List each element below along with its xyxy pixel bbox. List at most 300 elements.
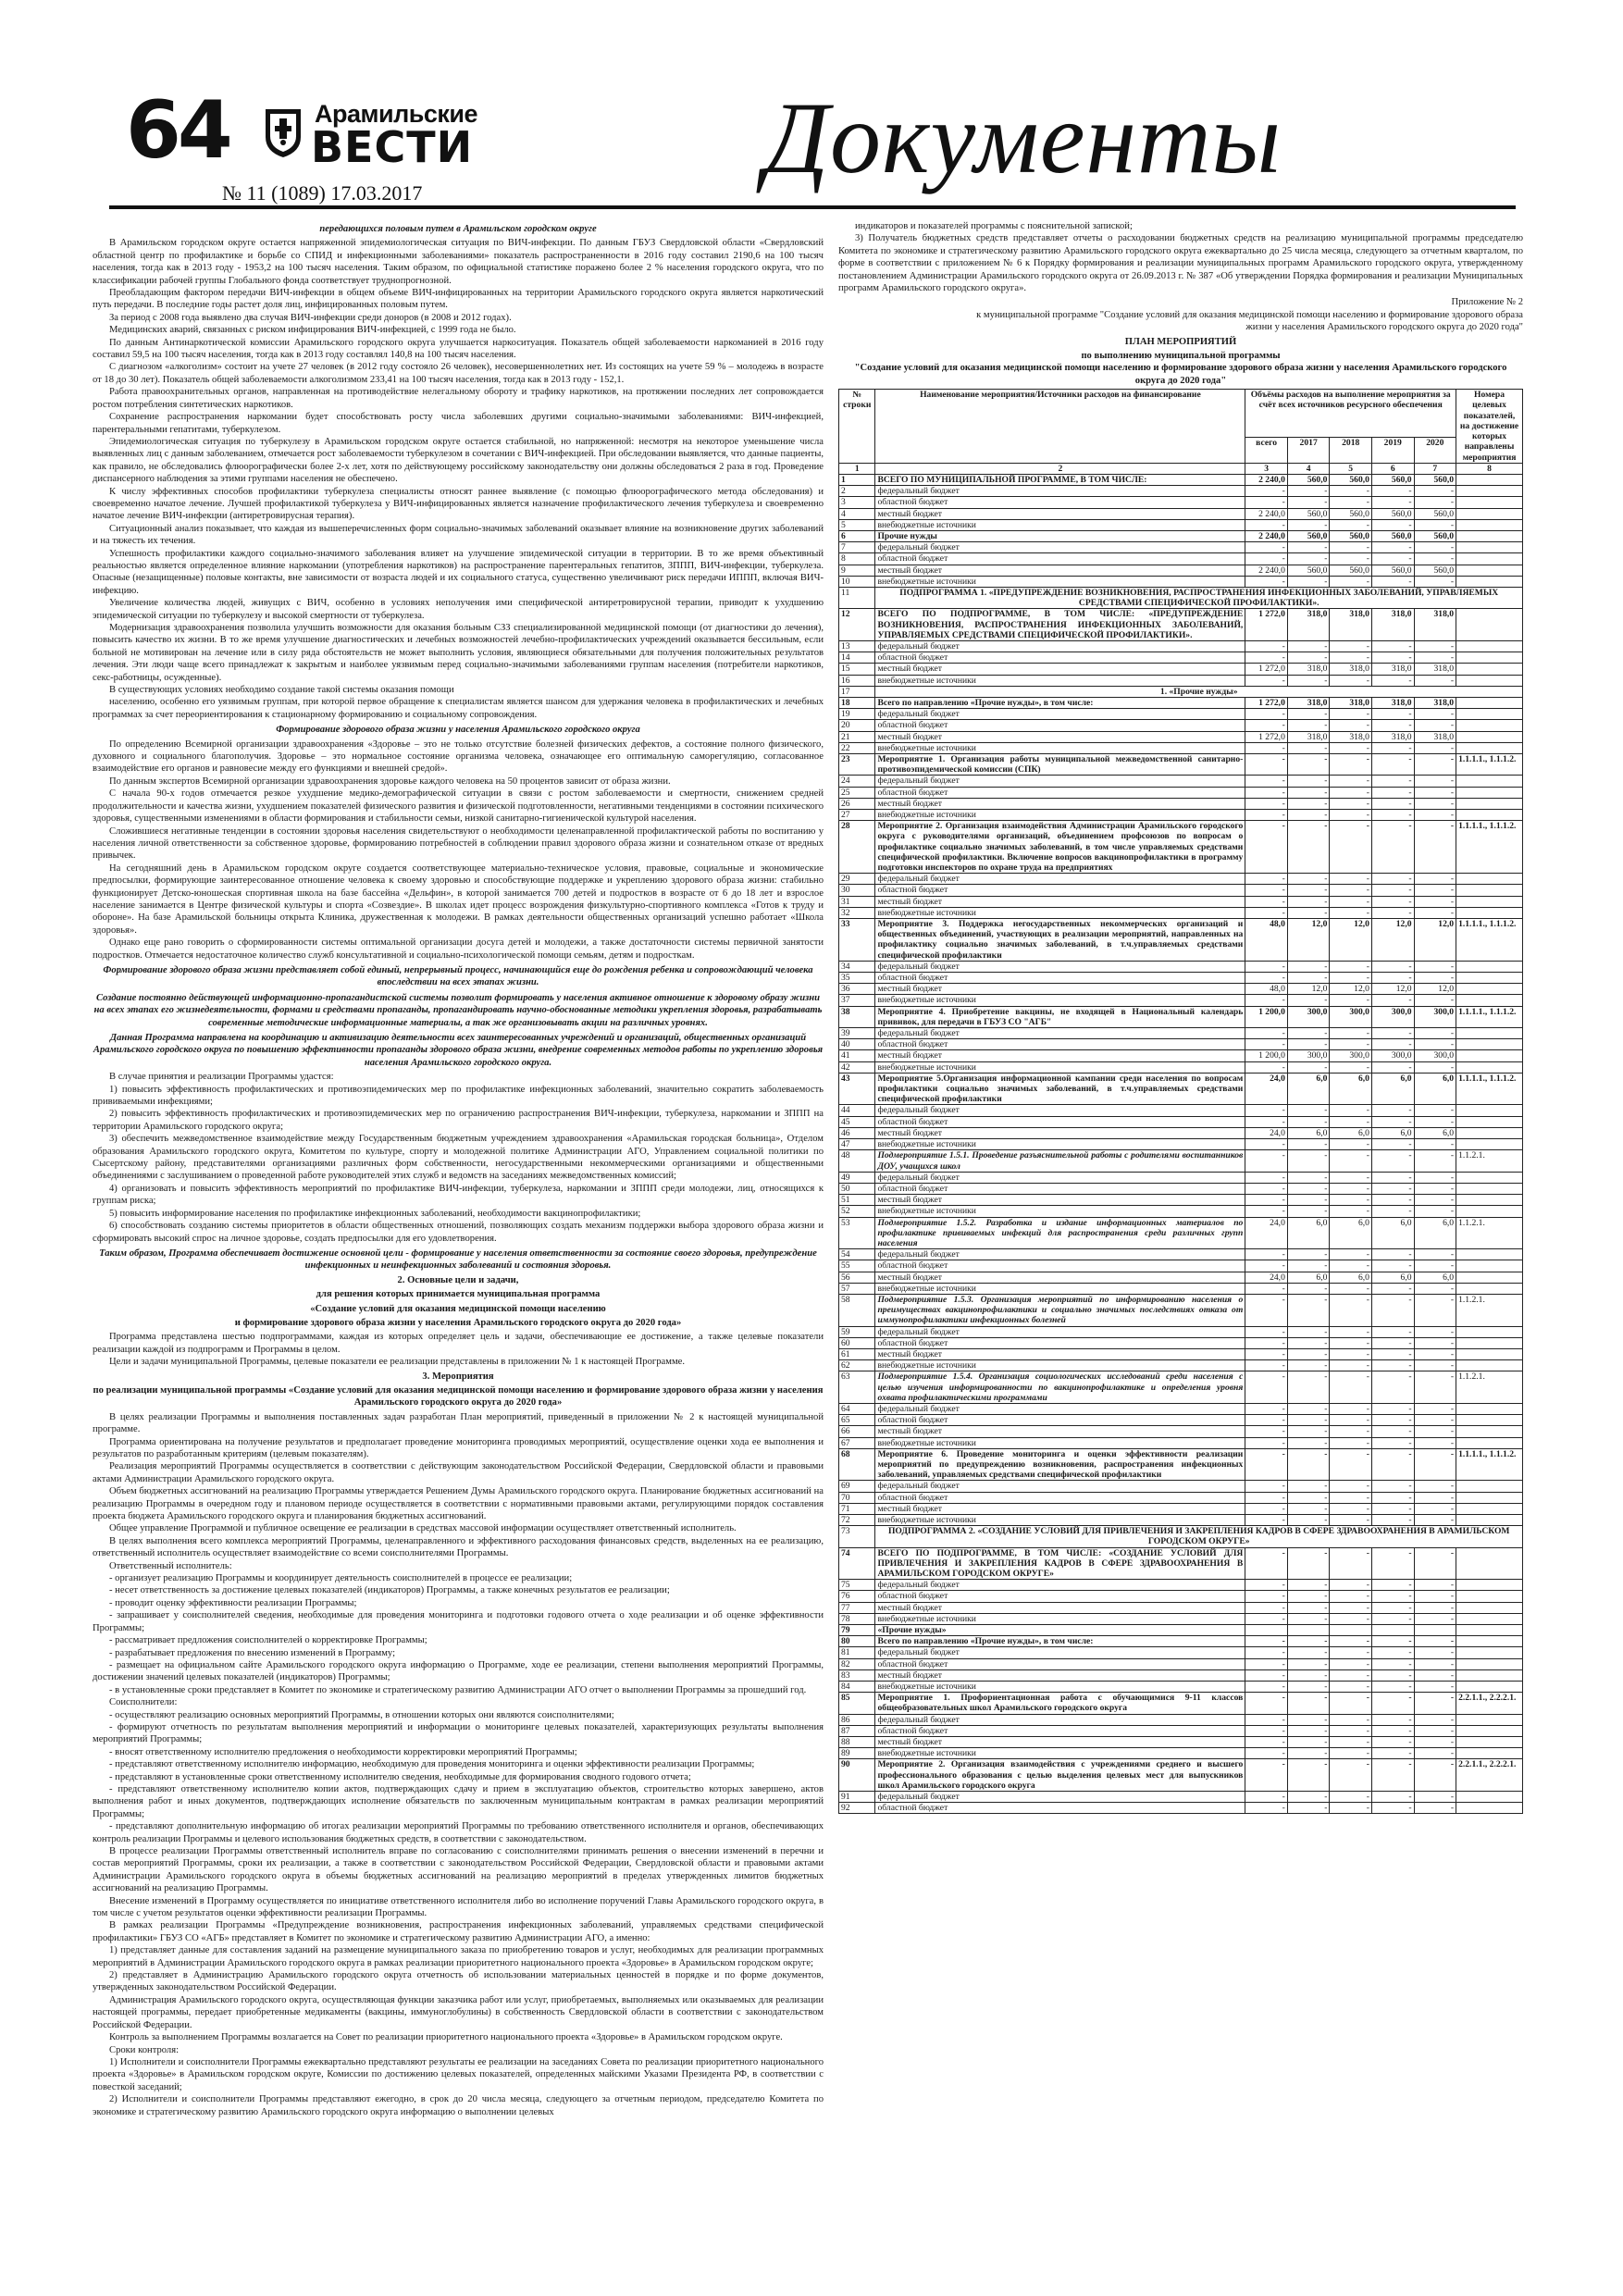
row-value: - (1245, 1492, 1288, 1503)
table-row (839, 798, 1523, 809)
row-value: - (1414, 1039, 1456, 1050)
row-value: - (1371, 1669, 1414, 1681)
row-value: - (1330, 742, 1372, 753)
row-value: - (1414, 542, 1456, 553)
row-number: 65 (839, 1415, 875, 1426)
row-value: - (1414, 1602, 1456, 1613)
paragraph: 2) представляет в Администрацию Арамильского городского округа отчетность об использовании материальных ценностей в порядке и по форме документов, утвержденных законодательством Российской Федерации. (93, 1970, 824, 1993)
row-target: 1.1.2.1. (1456, 1371, 1523, 1404)
row-value: - (1414, 874, 1456, 885)
row-value: - (1330, 640, 1372, 652)
row-number: 60 (839, 1337, 875, 1348)
row-value: - (1287, 1658, 1330, 1669)
table-row (839, 1195, 1523, 1206)
row-number: 41 (839, 1050, 875, 1061)
row-number: 37 (839, 995, 875, 1006)
row-target (1456, 1748, 1523, 1759)
table-row (839, 919, 1523, 962)
paragraph: С начала 90-х годов отмечается резкое ухудшение медико-демографической ситуации в связи с ростом заболеваемости и смертности, снижением средней продолжительности и качества жизни, ухудшением показателей физического развития и физической подготовленности, негативными тенденциями в состоянии психического здоровья, существенными изменениями в области формирования и стабильности семьи, низкой санитарно-гигиенической культурой населения. (93, 788, 824, 825)
row-target (1456, 810, 1523, 821)
row-value: - (1245, 1337, 1288, 1348)
appendix-label: Приложение № 2 (1451, 297, 1523, 308)
row-name: Подмероприятие 1.5.1. Проведение разъяснительной работы с родителями воспитанников ДОУ, учащихся школ (875, 1150, 1245, 1172)
row-target: 1.1.1.1., 1.1.1.2. (1456, 919, 1523, 962)
row-value: 560,0 (1371, 530, 1414, 541)
row-value: - (1287, 1613, 1330, 1624)
row-name: местный бюджет (875, 565, 1245, 576)
paragraph: - проводит оценку эффективности реализации Программы; (109, 1597, 357, 1608)
row-target: 1.1.2.1. (1456, 1150, 1523, 1172)
row-value: - (1330, 652, 1372, 664)
row-value: - (1371, 1759, 1414, 1792)
row-value: - (1371, 1682, 1414, 1693)
table-row (839, 1725, 1523, 1736)
row-value: - (1371, 1206, 1414, 1217)
row-value: 1 272,0 (1245, 609, 1288, 641)
row-value: - (1371, 1602, 1414, 1613)
row-value: - (1371, 1725, 1414, 1736)
paragraph: Медицинских аварий, связанных с риском инфицирования ВИЧ-инфекцией, с 1999 года не было. (109, 325, 516, 336)
row-name: местный бюджет (875, 1127, 1245, 1138)
row-value: 318,0 (1371, 664, 1414, 675)
row-name: федеральный бюджет (875, 1172, 1245, 1183)
row-target: 1.1.1.1., 1.1.1.2. (1456, 1006, 1523, 1027)
row-name: областной бюджет (875, 1337, 1245, 1348)
row-name: местный бюджет (875, 1503, 1245, 1514)
row-value: - (1245, 553, 1288, 565)
table-row (839, 519, 1523, 530)
col-index-6: 6 (1371, 463, 1414, 474)
row-value: - (1245, 1669, 1288, 1681)
row-value: - (1330, 1260, 1372, 1272)
row-name: федеральный бюджет (875, 486, 1245, 497)
brand-top: Арамильские (315, 100, 477, 128)
row-value: 48,0 (1245, 919, 1288, 962)
row-target (1456, 1337, 1523, 1348)
row-value: - (1287, 961, 1330, 972)
row-value (1414, 1625, 1456, 1636)
paragraph: К числу эффективных способов профилактики туберкулеза специалисты относят раннее выявление (с помощью флюорографического метода обследования) и своевременно начатое лечение. Лучшей профилактикой туберкулеза у ВИЧ-инфицированных является назначение профилактического лечения туберкулеза и своевременно начатое лечение ВИЧ-инфекции (антиретровирусная терапия). (93, 486, 824, 522)
row-value: - (1245, 810, 1288, 821)
row-value: - (1245, 995, 1288, 1006)
plan-title: ПЛАН МЕРОПРИЯТИЙ (1124, 336, 1237, 347)
row-value: - (1330, 1116, 1372, 1127)
row-name: областной бюджет (875, 885, 1245, 896)
row-value: 318,0 (1330, 697, 1372, 708)
table-row (839, 587, 1523, 608)
row-value: - (1414, 810, 1456, 821)
row-value: - (1371, 1260, 1414, 1272)
row-target (1456, 1613, 1523, 1624)
row-value: - (1371, 486, 1414, 497)
row-number: 90 (839, 1759, 875, 1792)
table-row (839, 1039, 1523, 1050)
row-value: 560,0 (1287, 508, 1330, 519)
row-number: 9 (839, 565, 875, 576)
paragraph: С диагнозом «алкоголизм» состоит на учете 27 человек (в 2012 году состояло 26 человек), несовершеннолетних нет. Из состоящих на учете 59 % – молодежь в возрасте от 18 до 30 лет). Показатель общей заболеваемости алкоголизмом 233,41 на 100 тысяч населения, тогда как в 2013 году - 152,1. (93, 362, 824, 385)
header-rule (109, 205, 1516, 209)
row-value: - (1371, 1547, 1414, 1580)
row-value: - (1287, 675, 1330, 686)
col-index-4: 4 (1287, 463, 1330, 474)
table-row (839, 1183, 1523, 1194)
plan-table-body (839, 474, 1523, 1814)
row-number: 27 (839, 810, 875, 821)
row-target (1456, 553, 1523, 565)
row-value: - (1330, 1725, 1372, 1736)
row-value: - (1287, 1737, 1330, 1748)
row-value: - (1330, 542, 1372, 553)
row-value: - (1245, 1028, 1288, 1039)
paragraph: По данным Антинаркотической комиссии Арамильского городского округа улучшается наркоситуация. Показатель общей заболеваемости наркоманией в 2016 году составил 59,5 на 100 тысяч населения, тогда как в 2013 году составлял 140,8 на 100 тысяч населения. (93, 337, 824, 361)
row-value: - (1287, 1437, 1330, 1448)
row-value: - (1371, 1105, 1414, 1116)
paragraph: индикаторов и показателей программы с пояснительной запиской; (855, 221, 1133, 231)
row-value: - (1245, 1105, 1288, 1116)
row-name: федеральный бюджет (875, 709, 1245, 720)
paragraph: 3) Получатель бюджетных средств представляет отчеты о расходовании бюджетных средств на реализацию муниципальной программы председателю Комитета по экономике и стратегическому развитию Арамильского городского округа ежеквартально до 25 числа месяца, следующего за отчетным кварталом, по форме в соответствии с приложением № 6 к Порядку формирования и реализации муниципальных программ Арамильского городского округа, утвержденному постановлением Администрации Арамильского городского округа от 26.09.2013 г. № 387 «Об утверждении Порядка формирования и реализации Муниципальных программ Арамильского городского округа». (838, 233, 1523, 294)
paragraph: По определению Всемирной организации здравоохранения «Здоровье – это не только отсутствие болезней физических дефектов, а состояние полного физического, духовного и социального благополучия. Здоровье – это нормальное состояние организма человека, означающее его оптимальную саморегуляцию, согласованное взаимодействие его органов и равновесие между его функциями и внешней средой». (93, 738, 824, 775)
row-number: 57 (839, 1283, 875, 1294)
row-value: - (1330, 553, 1372, 565)
row-value: - (1245, 1039, 1288, 1050)
row-value: - (1287, 1748, 1330, 1759)
row-value: - (1371, 1714, 1414, 1725)
row-target (1456, 1105, 1523, 1116)
row-number: 64 (839, 1403, 875, 1414)
table-row (839, 1636, 1523, 1647)
row-target: 1.1.1.1., 1.1.1.2. (1456, 1448, 1523, 1481)
paragraph: - организует реализацию Программы и координирует деятельность соисполнителей в процессе ее реализации; (109, 1573, 573, 1584)
row-value: - (1414, 553, 1456, 565)
row-value: - (1414, 1348, 1456, 1359)
row-value: - (1287, 1039, 1330, 1050)
section-heading: Данная Программа направлена на координацию и активизацию деятельности всех заинтересованных учреждений и организаций, общественных организаций Арамильского городского округа по повышению эффективности пропаганды здорового образа жизни, внедрение современных методов работы по укреплению здоровья населения Арамильского городского округа. (93, 1033, 824, 1068)
table-row (839, 609, 1523, 641)
row-value: - (1414, 1737, 1456, 1748)
table-row (839, 1682, 1523, 1693)
row-value: - (1371, 1195, 1414, 1206)
table-row (839, 508, 1523, 519)
table-row (839, 753, 1523, 775)
row-number: 8 (839, 553, 875, 565)
row-value: - (1371, 1348, 1414, 1359)
row-target: 1.1.1.1., 1.1.1.2. (1456, 753, 1523, 775)
row-value: 6,0 (1414, 1217, 1456, 1249)
row-value: - (1371, 1481, 1414, 1492)
row-number: 30 (839, 885, 875, 896)
row-value: - (1287, 1602, 1330, 1613)
row-number: 92 (839, 1803, 875, 1814)
row-value: - (1371, 753, 1414, 775)
paragraph: - осуществляют реализацию основных мероприятий Программы, в отношении которых они являются соисполнителями; (109, 1709, 614, 1720)
paragraph: - запрашивает у соисполнителей сведения, необходимые для проведения мониторинга и подготовки годового отчета о ходе реализации и об оценке эффективности Программы; (93, 1610, 824, 1633)
row-number: 84 (839, 1682, 875, 1693)
row-value: - (1414, 1426, 1456, 1437)
row-value: 24,0 (1245, 1073, 1288, 1105)
paragraph: Эпидемиологическая ситуация по туберкулезу в Арамильском городском округе остается стабильной, но напряженной: несмотря на некоторое уменьшение числа выявленных лиц с данным заболеванием, отмечается рост заболеваемости туберкулезом в сочетании с ВИЧ-инфекцией. При обследовании выявляется, что данные пациенты, как правило, не обследовались флюорографически более 2-х лет, хотя по действующему российскому законодательству они должны обследоваться 2 раза в год. Проведение диспансерного наблюдения за этими группами населения не обеспечено. (93, 436, 824, 485)
row-value: - (1330, 1803, 1372, 1814)
paragraph: - представляют ответственному исполнителю информацию, необходимую для проведения мониторинга и оценки эффективности реализации Программы; (109, 1759, 755, 1770)
row-number: 83 (839, 1669, 875, 1681)
row-target (1456, 731, 1523, 742)
row-name: Подмероприятие 1.5.2. Разработка и издание информационных материалов по профилактике прививаемых инфекций для распространения среди различных групп населения (875, 1217, 1245, 1249)
row-value: - (1330, 787, 1372, 798)
row-number: 43 (839, 1073, 875, 1105)
row-value: 318,0 (1414, 697, 1456, 708)
table-row (839, 961, 1523, 972)
paragraph: - в установленные сроки представляет в Комитет по экономике и стратегическому развитию Администрации АГО отчет о выполнении Программы за прошедший год. (109, 1684, 807, 1695)
table-row (839, 973, 1523, 984)
row-number: 58 (839, 1294, 875, 1326)
row-number: 3 (839, 497, 875, 508)
row-value: - (1245, 1371, 1288, 1404)
row-target (1456, 664, 1523, 675)
row-value: 24,0 (1245, 1217, 1288, 1249)
row-value: - (1287, 1415, 1330, 1426)
row-value: - (1330, 995, 1372, 1006)
row-value: - (1330, 1602, 1372, 1613)
paragraph: Общее управление Программой и публичное освещение ее реализации в средствах массовой информации осуществляет ответственный исполнитель. (109, 1523, 737, 1534)
row-value: - (1245, 1481, 1288, 1492)
row-number: 67 (839, 1437, 875, 1448)
row-value: - (1371, 896, 1414, 907)
row-target: 2.2.1.1., 2.2.2.1. (1456, 1693, 1523, 1714)
row-value: - (1414, 1028, 1456, 1039)
row-value: - (1330, 1503, 1372, 1514)
section-heading: Формирование здорового образа жизни у населения Арамильского городского округа (276, 725, 640, 736)
row-value: - (1414, 1515, 1456, 1526)
paragraph: - несет ответственность за достижение целевых показателей (индикаторов) Программы, а также конечных результатов ее реализации; (109, 1585, 670, 1596)
row-value: - (1371, 1403, 1414, 1414)
col-index-3: 3 (1245, 463, 1288, 474)
row-number: 19 (839, 709, 875, 720)
table-row (839, 1272, 1523, 1283)
row-value: - (1245, 576, 1288, 587)
row-value: - (1414, 1337, 1456, 1348)
row-value: - (1330, 1737, 1372, 1748)
coat-of-arms-icon (262, 105, 304, 159)
paragraph: 2) повысить эффективность профилактических и противоэпидемических мер по ограничению распространения ВИЧ-инфекции, туберкулеза, наркомании и ЗППП на территории Арамильского городского округа; (93, 1109, 824, 1132)
row-value: - (1414, 1693, 1456, 1714)
paragraph: Администрация Арамильского городского округа, осуществляющая функции заказчика работ или услуг, приобретаемых, выполняемых или оказываемых для реализации настоящей программы, передает приобретенные медикаменты (вакцины, иммуноглобулины) в собственность Свердловской области в соответствии с законодательством Российской Федерации. (93, 1994, 824, 2030)
table-row (839, 874, 1523, 885)
row-value: 6,0 (1330, 1272, 1372, 1283)
table-row (839, 1647, 1523, 1658)
row-target (1456, 1803, 1523, 1814)
row-value: - (1371, 1748, 1414, 1759)
row-name: внебюджетные источники (875, 1283, 1245, 1294)
row-value: - (1371, 1249, 1414, 1260)
table-row (839, 1050, 1523, 1061)
row-value: - (1330, 885, 1372, 896)
row-number: 31 (839, 896, 875, 907)
row-value: - (1330, 1658, 1372, 1669)
paragraph: - вносят ответственному исполнителю предложения о необходимости корректировки мероприятий Программы; (109, 1746, 577, 1757)
row-value: - (1330, 1415, 1372, 1426)
row-value: 6,0 (1330, 1127, 1372, 1138)
row-value: - (1330, 907, 1372, 918)
row-value: - (1287, 640, 1330, 652)
row-value: 318,0 (1330, 731, 1372, 742)
table-row (839, 1613, 1523, 1624)
table-row (839, 565, 1523, 576)
row-value: - (1371, 1150, 1414, 1172)
row-number: 62 (839, 1360, 875, 1371)
row-value: - (1414, 1481, 1456, 1492)
row-number: 50 (839, 1183, 875, 1194)
row-name: внебюджетные источники (875, 1061, 1245, 1073)
table-row (839, 1028, 1523, 1039)
row-name: внебюджетные источники (875, 1613, 1245, 1624)
row-value: 12,0 (1330, 919, 1372, 962)
row-value: - (1245, 961, 1288, 972)
row-name: федеральный бюджет (875, 874, 1245, 885)
row-value: - (1287, 1426, 1330, 1437)
row-target (1456, 565, 1523, 576)
row-target (1456, 1492, 1523, 1503)
col-index-8: 8 (1456, 463, 1523, 474)
row-value: - (1371, 652, 1414, 664)
paragraph: В целях выполнения всего комплекса мероприятий Программы, целенаправленного и эффективного расходования финансовых средств, выделенных на ее реализацию, ответственный исполнитель осуществляет взаимодействие со всеми соисполнителями Программы. (93, 1535, 824, 1559)
table-row (839, 810, 1523, 821)
row-value: - (1245, 486, 1288, 497)
row-value: - (1371, 1337, 1414, 1348)
row-number: 22 (839, 742, 875, 753)
row-target (1456, 1682, 1523, 1693)
table-row (839, 1448, 1523, 1481)
row-value: - (1330, 1061, 1372, 1073)
row-name: Мероприятие 6. Проведение мониторинга и оценки эффективности реализации мероприятий по предупреждению возникновения, распространения инфекционных заболеваний, управляемых средствами специфической профилактики (875, 1448, 1245, 1481)
row-value: - (1245, 1116, 1288, 1127)
row-value: 560,0 (1371, 508, 1414, 519)
row-value: - (1245, 1759, 1288, 1792)
row-value: - (1414, 1658, 1456, 1669)
row-value: - (1287, 1283, 1330, 1294)
row-value: - (1414, 1714, 1456, 1725)
row-value: - (1371, 1437, 1414, 1448)
row-value: - (1414, 1260, 1456, 1272)
brand-main: ВЕСТИ (311, 122, 474, 172)
table-row (839, 995, 1523, 1006)
row-number: 55 (839, 1260, 875, 1272)
row-number: 68 (839, 1448, 875, 1481)
row-value: - (1414, 1294, 1456, 1326)
table-row (839, 497, 1523, 508)
row-value: 12,0 (1287, 984, 1330, 995)
row-value: - (1287, 1403, 1330, 1414)
row-value: 300,0 (1287, 1006, 1330, 1027)
row-value: - (1330, 1283, 1372, 1294)
paragraph: Ситуационный анализ показывает, что каждая из вышеперечисленных форм социально-значимых заболеваний оказывает влияние на возникновение других заболеваний и на тяжесть их течения. (93, 523, 824, 547)
row-value: - (1371, 1183, 1414, 1194)
row-value: 6,0 (1287, 1127, 1330, 1138)
row-number: 87 (839, 1725, 875, 1736)
row-value: - (1287, 1792, 1330, 1803)
row-name: областной бюджет (875, 1415, 1245, 1426)
row-number: 18 (839, 697, 875, 708)
row-value: - (1371, 720, 1414, 731)
table-row (839, 1759, 1523, 1792)
row-value: 12,0 (1414, 984, 1456, 995)
row-value: - (1245, 973, 1288, 984)
row-value: - (1330, 1613, 1372, 1624)
row-value: - (1245, 1283, 1288, 1294)
row-value: - (1330, 1028, 1372, 1039)
row-number: 13 (839, 640, 875, 652)
row-value: - (1287, 896, 1330, 907)
row-target (1456, 474, 1523, 485)
col-index-2: 2 (875, 463, 1245, 474)
row-name: внебюджетные источники (875, 1748, 1245, 1759)
row-value: - (1371, 1737, 1414, 1748)
row-name: местный бюджет (875, 1737, 1245, 1748)
row-name: областной бюджет (875, 1803, 1245, 1814)
row-value: - (1245, 1714, 1288, 1725)
row-value: 318,0 (1371, 731, 1414, 742)
table-row (839, 1503, 1523, 1514)
row-value: - (1371, 640, 1414, 652)
row-name: Прочие нужды (875, 530, 1245, 541)
row-value: - (1414, 1283, 1456, 1294)
row-value: - (1287, 720, 1330, 731)
right-column (838, 220, 1523, 1814)
table-row (839, 776, 1523, 787)
header-2019: 2019 (1371, 438, 1414, 463)
row-value: 318,0 (1414, 609, 1456, 641)
row-name: областной бюджет (875, 1039, 1245, 1050)
row-name: федеральный бюджет (875, 1326, 1245, 1337)
row-target (1456, 542, 1523, 553)
paragraph: В Арамильском городском округе остается напряженной эпидемиологическая ситуация по ВИЧ-инфекции. По данным ГБУЗ Свердловской области «Свердловский областной центр по профилактике и борьбе со СПИД и инфекционными заболеваниями» показатель распространенности в 2016 году составил 2190,6 на 100 тысяч населения, тогда как в 2013 году - 1953,2 на 100 тысяч населения. Таким образом, по официальной статистике поражено более 2 % населения городского округа, что по классификации рабочей группы Глобального фонда соответствует труднопрогнозной. (93, 238, 824, 286)
row-name: федеральный бюджет (875, 1028, 1245, 1039)
row-value: 6,0 (1414, 1073, 1456, 1105)
row-value: - (1330, 1371, 1372, 1404)
row-value: - (1245, 652, 1288, 664)
page-number: 64 (126, 84, 229, 177)
header-2018: 2018 (1330, 438, 1372, 463)
row-value: - (1414, 1669, 1456, 1681)
row-value: - (1245, 1515, 1288, 1526)
row-target (1456, 1714, 1523, 1725)
row-value: - (1414, 1725, 1456, 1736)
row-value: - (1287, 1326, 1330, 1337)
section-heading: для решения которых принимается муниципальная программа (316, 1289, 601, 1300)
row-value: 2 240,0 (1245, 530, 1288, 541)
row-value: - (1245, 1360, 1288, 1371)
table-row (839, 1283, 1523, 1294)
table-row (839, 1326, 1523, 1337)
row-value: 560,0 (1371, 565, 1414, 576)
row-value: - (1414, 1591, 1456, 1602)
paragraph: 4) организовать и повысить эффективность мероприятий по профилактике ВИЧ-инфекции, туберкулеза, наркомании и ЗППП среди молодежи, лиц, относящихся к группам риска; (93, 1183, 824, 1207)
paragraph: Модернизация здравоохранения позволила улучшить возможности для оказания больным СЗЗ специализированной медицинской помощи (от диагностики до лечения), повысить качество их жизни. В то же время улучшение диагностических и лечебных возможностей лечебно-профилактических учреждений оказывается бессильным, если больной не мотивирован на лечение или в силу ряда обстоятельств не может выполнить условия, являющиеся обязательными для получения положительных результатов лечения. Эти люди чаще всего принадлежат к закрытым и наиболее уязвимым перед социально-значимыми заболеваниями группам населения (потребители наркотиков, секс-работницы, осужденные). (93, 623, 824, 683)
row-number: 11 (839, 587, 875, 608)
row-number: 4 (839, 508, 875, 519)
table-row (839, 1515, 1523, 1526)
row-target (1456, 995, 1523, 1006)
row-value: - (1245, 1737, 1288, 1748)
row-target (1456, 1206, 1523, 1217)
row-name: местный бюджет (875, 984, 1245, 995)
row-name: Мероприятие 3. Поддержка негосударственных некоммерческих организаций и общественных объединений, участвующих в реализации мероприятий, направленных на профилактику социально значимых заболеваний, в т.ч.управляемых средствами специфической профилактики (875, 919, 1245, 962)
row-number: 54 (839, 1249, 875, 1260)
row-target (1456, 1625, 1523, 1636)
row-value: - (1287, 798, 1330, 809)
row-value: - (1330, 1249, 1372, 1260)
row-value: - (1287, 1260, 1330, 1272)
col-index-5: 5 (1330, 463, 1372, 474)
